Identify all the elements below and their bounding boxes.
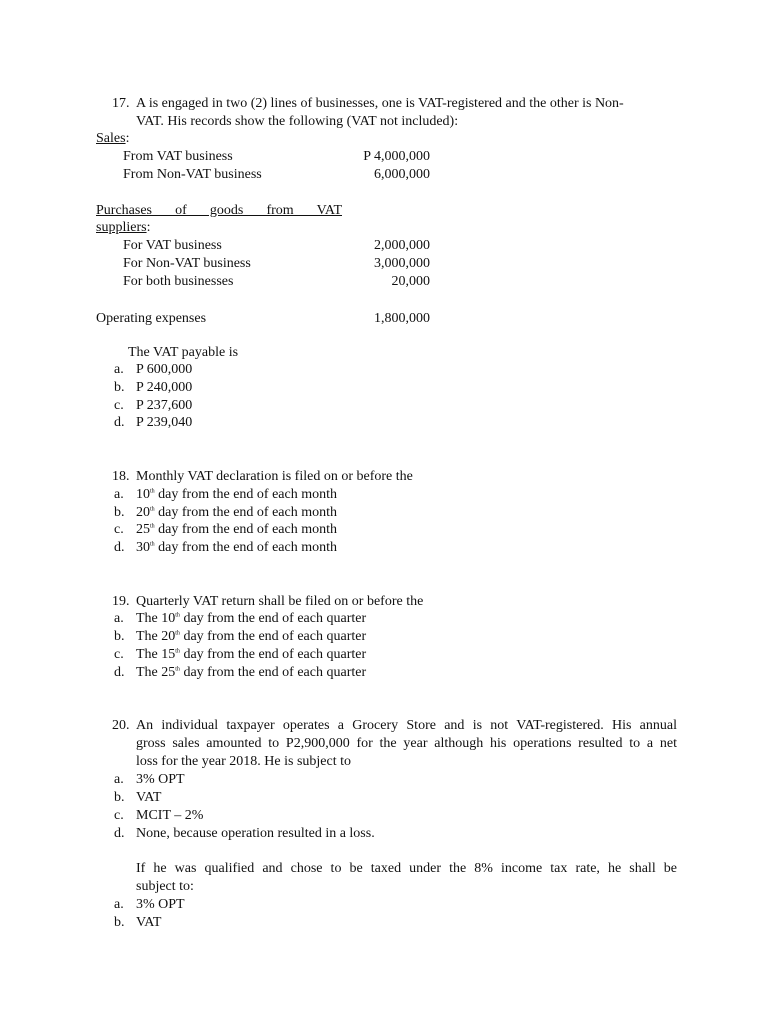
line-item-label: For both businesses	[123, 274, 234, 289]
question-stem: Monthly VAT declaration is filed on or before the	[136, 469, 413, 484]
option-text: P 239,040	[136, 415, 193, 430]
section-heading-purchases: Purchases of goods from VAT	[96, 203, 342, 218]
option-letter: c.	[114, 647, 124, 662]
option-letter: d.	[114, 826, 125, 841]
option-letter: a.	[114, 362, 124, 377]
question-stem: An individual taxpayer operates a Grocery Store and is not VAT-registered. His annual	[136, 718, 677, 733]
option-letter: c.	[114, 398, 124, 413]
option-text: 30th day from the end of each month	[136, 540, 337, 555]
option-letter: d.	[114, 665, 125, 680]
option-letter: a.	[114, 897, 124, 912]
option-letter: d.	[114, 540, 125, 555]
question-number: 17.	[112, 96, 130, 111]
option-text: VAT	[136, 915, 162, 930]
line-item-amount: 6,000,000	[374, 167, 430, 182]
option-letter: b.	[114, 790, 125, 805]
question-stem: Quarterly VAT return shall be filed on or before the	[136, 594, 424, 609]
line-item-amount: 3,000,000	[374, 256, 430, 271]
line-item-amount: P 4,000,000	[363, 149, 430, 164]
option-text: 3% OPT	[136, 897, 185, 912]
question-stem: gross sales amounted to P2,900,000 for the year although his operations resulted to a net	[136, 736, 677, 751]
option-letter: b.	[114, 505, 125, 520]
option-text: 25th day from the end of each month	[136, 522, 337, 537]
question-number: 19.	[112, 594, 130, 609]
question-number: 20.	[112, 718, 130, 733]
section-heading-sales: Sales:	[96, 131, 130, 146]
option-text: The 20th day from the end of each quarter	[136, 629, 367, 644]
line-item-label: For VAT business	[123, 238, 222, 253]
option-text: None, because operation resulted in a loss.	[136, 826, 375, 841]
option-letter: a.	[114, 611, 124, 626]
option-text: 3% OPT	[136, 772, 185, 787]
section-heading-purchases-cont: suppliers:	[96, 220, 151, 235]
line-item-label: From VAT business	[123, 149, 233, 164]
option-text: 10th day from the end of each month	[136, 487, 337, 502]
option-text: The 25th day from the end of each quarter	[136, 665, 367, 680]
option-letter: a.	[114, 772, 124, 787]
option-letter: d.	[114, 415, 125, 430]
line-item-amount: 2,000,000	[374, 238, 430, 253]
line-item-label: From Non-VAT business	[123, 167, 262, 182]
option-text: P 600,000	[136, 362, 193, 377]
option-letter: b.	[114, 629, 125, 644]
question-stem: A is engaged in two (2) lines of businesses, one is VAT-registered and the other is Non-	[136, 96, 624, 111]
option-text: MCIT – 2%	[136, 808, 204, 823]
line-item-label: Operating expenses	[96, 311, 207, 326]
question-number: 18.	[112, 469, 130, 484]
option-text: 20th day from the end of each month	[136, 505, 337, 520]
option-text: P 240,000	[136, 380, 193, 395]
question-stem: VAT. His records show the following (VAT not included):	[136, 114, 459, 129]
option-letter: c.	[114, 522, 124, 537]
option-letter: a.	[114, 487, 124, 502]
question-prompt: The VAT payable is	[128, 345, 239, 360]
option-text: P 237,600	[136, 398, 193, 413]
followup-question: If he was qualified and chose to be taxed under the 8% income tax rate, he shall be	[136, 861, 677, 876]
option-text: VAT	[136, 790, 162, 805]
option-letter: b.	[114, 915, 125, 930]
option-letter: b.	[114, 380, 125, 395]
option-letter: c.	[114, 808, 124, 823]
followup-question: subject to:	[136, 879, 194, 894]
question-stem: loss for the year 2018. He is subject to	[136, 754, 352, 769]
option-text: The 10th day from the end of each quarter	[136, 611, 367, 626]
line-item-amount: 1,800,000	[374, 311, 430, 326]
option-text: The 15th day from the end of each quarter	[136, 647, 367, 662]
line-item-amount: 20,000	[391, 274, 430, 289]
line-item-label: For Non-VAT business	[123, 256, 251, 271]
